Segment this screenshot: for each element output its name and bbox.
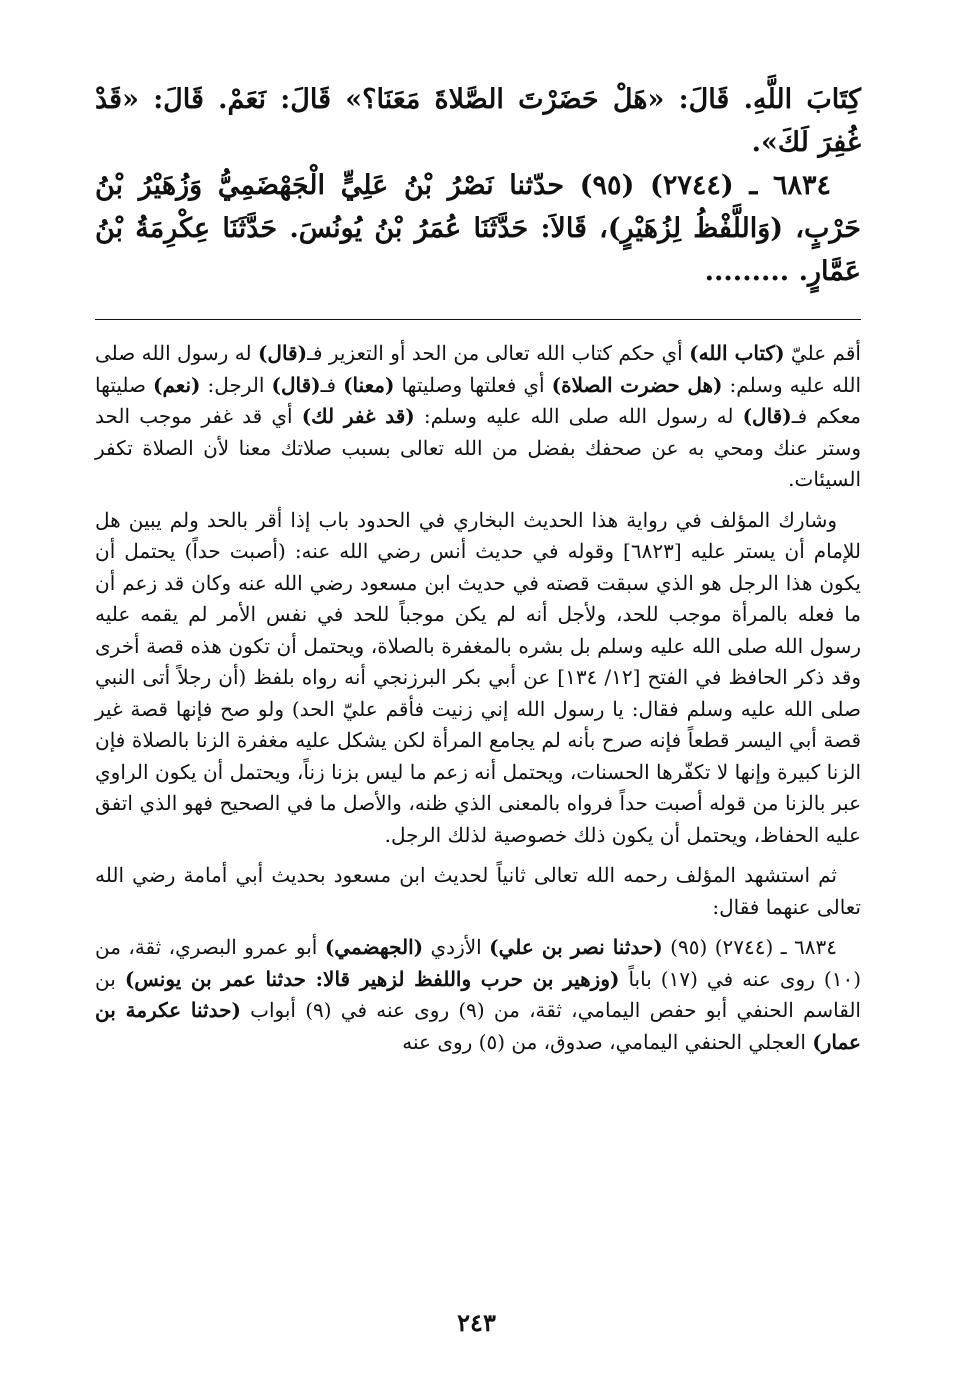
quoted-term: (نعم) (153, 372, 201, 397)
quoted-term: (هل حضرت الصلاة) (551, 372, 723, 397)
text-run: أقم عليّ (784, 341, 861, 365)
text-run: له رسول الله صلى الله عليه وسلم: (95, 341, 861, 397)
text-run: العجلي الحنفي اليمامي، صدوق، من (٥) روى عنه (402, 1029, 813, 1054)
text-run: أبو عمرو البصري، ثقة، من (١٠) روى عنه في (١٧) باباً (95, 935, 861, 991)
quoted-term: (قال) (257, 341, 308, 365)
text-run: بن القاسم الحنفي أبو حفص اليمامي، ثقة، من (٩) روى عنه في (٩) أبواب (95, 966, 861, 1022)
page (95, 78, 861, 1348)
quoted-term: (كتاب الله) (689, 341, 785, 365)
quoted-term: (حدثنا عكرمة بن عمار) (95, 998, 861, 1054)
quoted-term: (الجهضمي) (324, 935, 424, 959)
text-run: أي حكم كتاب الله تعالى من الحد أو التعزير فـ (307, 341, 690, 365)
text-run: صليتها معكم فـ (95, 372, 861, 428)
footnote-separator (95, 319, 861, 320)
commentary-paragraph-1 (95, 338, 861, 496)
text-run: الأزدي (423, 935, 490, 959)
hadith-text (95, 78, 861, 293)
text-run: ٦٨٣٤ ـ (٢٧٤٤) (٩٥) (662, 935, 837, 959)
commentary (95, 338, 861, 1058)
page-number: ٢٤٣ (457, 1308, 496, 1337)
commentary-paragraph-3: ثم استشهد المؤلف رحمه الله تعالى ثانياً لحديث ابن مسعود بحديث أبي أمامة رضي الله تعالى عنهما فقال: (95, 863, 861, 919)
quoted-term: (معنا) (343, 372, 395, 397)
quoted-term: (حدثنا نصر بن علي) (489, 935, 663, 959)
commentary-paragraph-2: وشارك المؤلف في رواية هذا الحديث البخاري في الحدود باب إذا أقر بالحد ولم يبين هل للإمام أن يستر عليه [٦٨٢٣] وقوله في حديث أنس رضي الله عنه: (أصبت حداً) يحتمل أن يكون هذا الرجل هو الذي سبقت قصته في حديث ابن مسعود رضي الله عنه وكان قد زعم أن ما فعله بالمرأة موجب للحد، ولأجل أنه لم يكن موجباً للحد في نفس الأمر لم يقمه عليه رسول الله صلى الله عليه وسلم بل بشره بالمغفرة بالصلاة، ويحتمل أن تكون هذه قصة أخرى وقد ذكر الحافظ في الفتح [١٢/ ١٣٤] عن أبي بكر البرزنجي أنه رواه بلفظ (أن رجلاً أتى النبي صلى الله عليه وسلم فقال: يا رسول الله إني زنيت فأقم عليّ الحد) ولو صح فإنها قصة غير قصة أبي اليسر قطعاً فإنه صرح بأنه لم يجامع المرأة لكن يشكل عليه مغفرة الزنا بالصلاة فإن الزنا كبيرة وإنها لا تكفّرها الحسنات، ويحتمل أنه زعم ما ليس بزنا زناً، ويحتمل أن يكون الراوي عبر بالزنا من قوله أصبت حداً فرواه بالمعنى الذي ظنه، والأصل ما في الصحيح فهو الذي اتفق عليه الحفاظ، ويحتمل أن يكون ذلك خصوصية لذلك الرجل. (95, 507, 861, 847)
hadith-chain: ٦٨٣٤ ـ (٢٧٤٤) (٩٥) حدّثنا نَصْرُ بْنُ عَلِيٍّ الْجَهْضَمِيُّ وَزُهَيْرُ بْنُ حَرْبٍ، (وَاللَّفْظُ لِزُهَيْرٍ)، قَالاَ: حَدَّثَنَا عُمَرُ بْنُ يُونُسَ. حَدَّثَنَا عِكْرِمَةُ بْنُ عَمَّارٍ. ......... (95, 170, 861, 287)
quoted-term: (قال) (742, 404, 792, 428)
text-run: أي فعلتها وصليتها (394, 372, 552, 397)
text-run: أي قد غفر موجب الحد وستر عنك ومحي به عن صحفك بفضل من الله تعالى بسبب صلاتك معنا لأن الصلاة تكفر السيئات. (95, 404, 861, 491)
hadith-line-1: كِتَابَ اللَّهِ. قَالَ: «هَلْ حَضَرْتَ الصَّلاةَ مَعَنَا؟» قَالَ: نَعَمْ. قَالَ: «قَدْ غُفِرَ لَكَ». (95, 84, 861, 158)
quoted-term: (قال) (271, 372, 321, 397)
text-run: فـ (320, 372, 344, 397)
text-run: له رسول الله صلى الله عليه وسلم: (414, 404, 743, 428)
text-run: الرجل: (200, 372, 272, 397)
quoted-term: (وزهير بن حرب واللفظ لزهير قالا: حدثنا عمر بن يونس) (124, 966, 620, 991)
quoted-term: (قد غفر لك) (301, 404, 415, 428)
commentary-paragraph-4 (95, 932, 861, 1058)
